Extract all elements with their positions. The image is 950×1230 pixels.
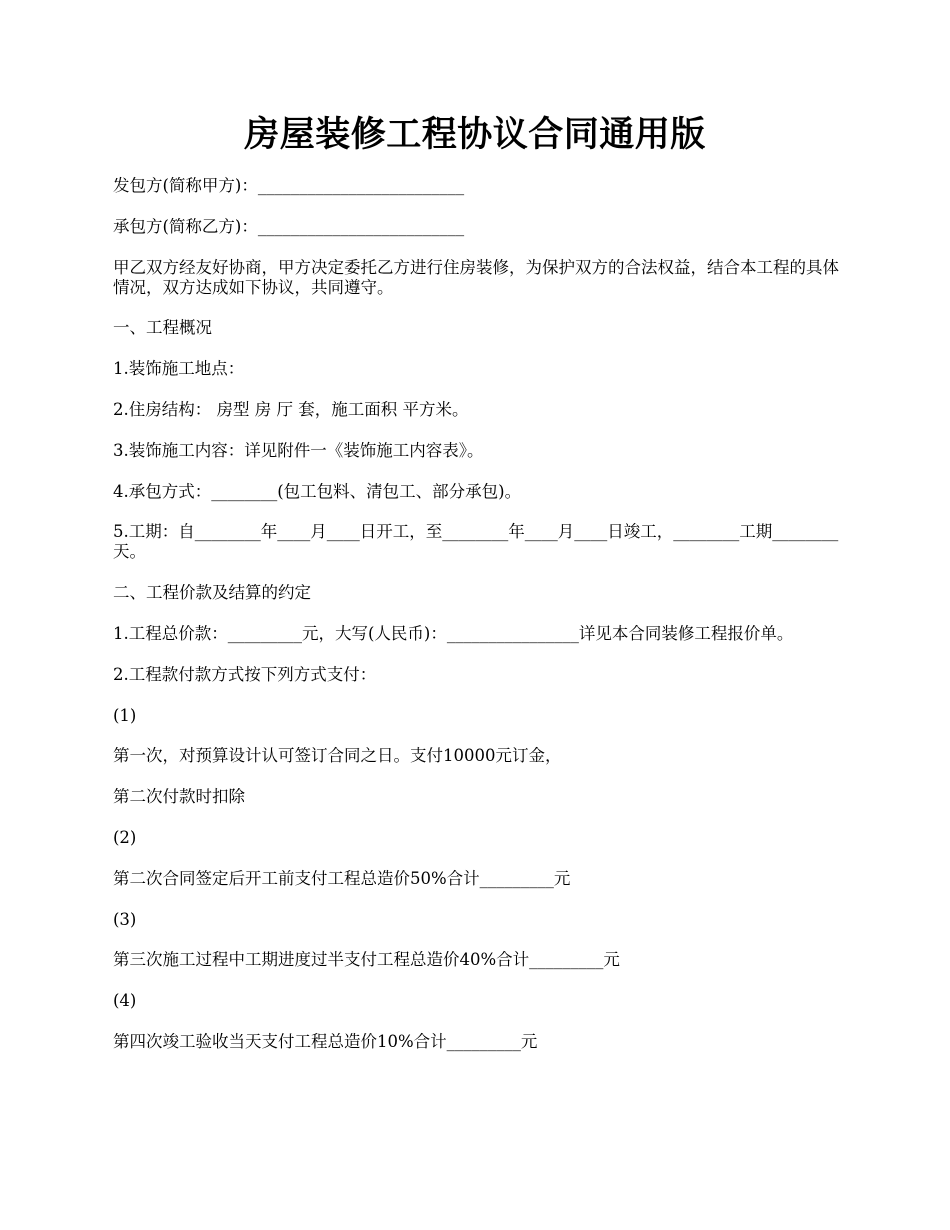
clause-payment-method: 2.工程款付款方式按下列方式支付： <box>113 664 377 684</box>
payment-fourth: 第四次竣工验收当天支付工程总造价10%合计_________元 <box>113 1031 538 1051</box>
clause-contract-method: 4.承包方式：________(包工包料、清包工、部分承包)。 <box>113 481 522 501</box>
clause-schedule: 5.工期：自________年____月____日开工，至________年____月____日竣工，________工期________天。 <box>113 522 839 562</box>
payment-item-number: (2) <box>113 827 137 847</box>
clause-structure: 2.住房结构： 房型 房 厅 套，施工面积 平方米。 <box>113 399 469 419</box>
clause-total-price: 1.工程总价款：_________元，大写(人民币)：________________详见本合同装修工程报价单。 <box>113 623 794 643</box>
payment-item-number: (3) <box>113 909 137 929</box>
document-title: 房屋装修工程协议合同通用版 <box>244 114 706 155</box>
document-body <box>113 176 840 1073</box>
section-heading-price: 二、工程价款及结算的约定 <box>113 583 311 603</box>
payment-first: 第一次，对预算设计认可签订合同之日。支付10000元订金， <box>113 746 562 766</box>
party-a-line: 发包方(简称甲方)：_________________________ <box>113 176 465 195</box>
payment-third: 第三次施工过程中工期进度过半支付工程总造价40%合计_________元 <box>113 950 620 970</box>
payment-item-number: (1) <box>113 705 137 725</box>
clause-content: 3.装饰施工内容：详见附件一《装饰施工内容表》。 <box>113 440 484 460</box>
preamble-paragraph: 甲乙双方经友好协商，甲方决定委托乙方进行住房装修，为保护双方的合法权益，结合本工程的具体情况，双方达成如下协议，共同遵守。 <box>113 257 839 297</box>
payment-first-note: 第二次付款时扣除 <box>113 787 245 807</box>
section-heading-overview: 一、工程概况 <box>113 318 212 338</box>
payment-second: 第二次合同签定后开工前支付工程总造价50%合计_________元 <box>113 868 571 888</box>
party-b-line: 承包方(简称乙方)：_________________________ <box>113 216 465 236</box>
payment-item-number: (4) <box>113 991 137 1011</box>
clause-location: 1.装饰施工地点： <box>113 359 245 379</box>
